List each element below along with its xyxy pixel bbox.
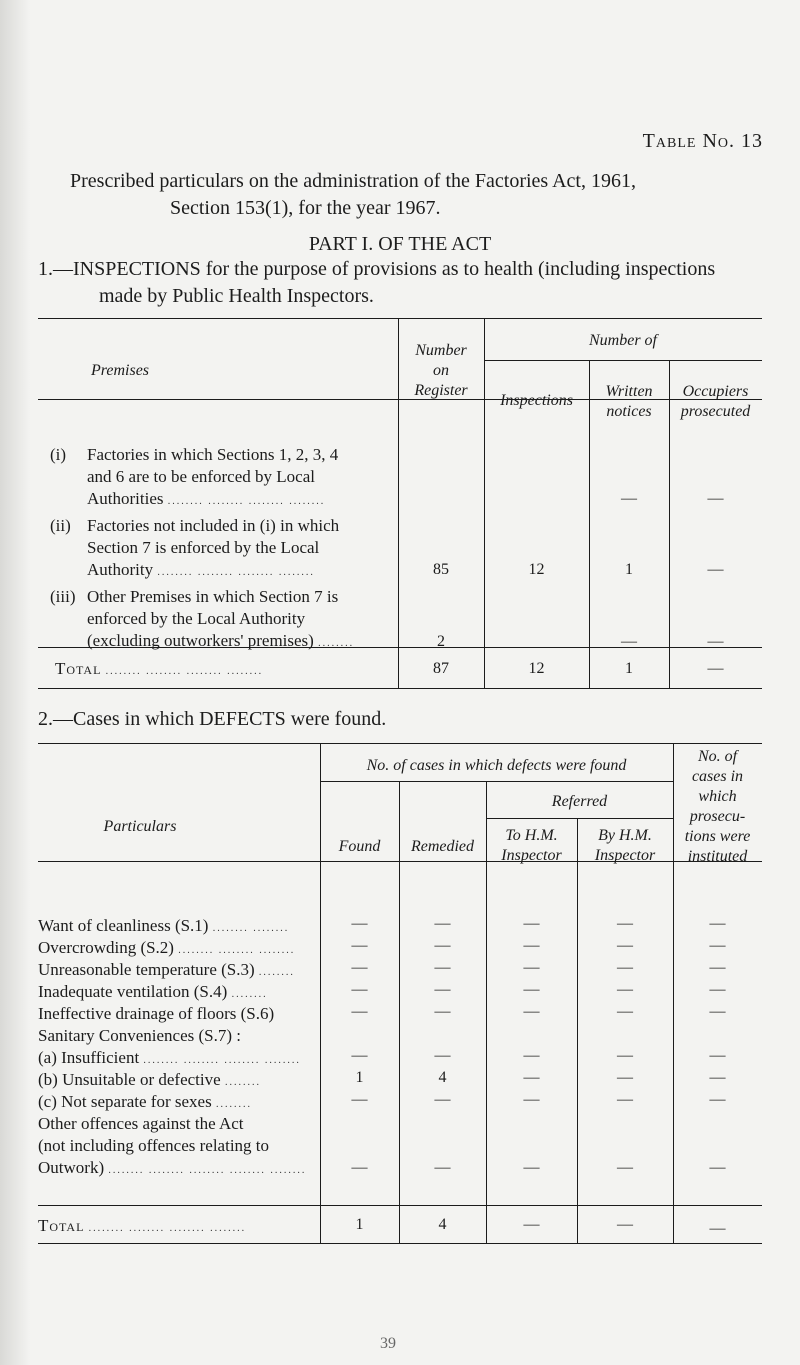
cases-found-group-header: No. of cases in which defects were found [366,757,627,774]
found-value: — [351,981,368,998]
leader-dots: ........ [318,638,355,649]
by-hm-value: — [617,1047,633,1064]
title-line-1: Prescribed particulars on the administration of the Factories Act, 1961, [70,170,636,192]
total-to-hm-value: — [523,1216,540,1233]
found-value: — [351,1003,368,1020]
written-header-1: Written [605,383,653,400]
row-number: (iii) [50,587,76,606]
total-written-value: 1 [625,660,633,677]
row-label: Ineffective drainage of floors (S.6) [38,1004,275,1023]
prosecutions-value: — [709,1069,726,1086]
found-value: — [351,937,368,954]
leader-dots: ........ ........ ........ ........ [88,1223,247,1234]
prosecutions-value: — [709,1047,726,1064]
remedied-value: 4 [438,1069,447,1086]
prosecutions-value: — [709,1091,726,1108]
register-header-1: Number [415,342,467,359]
page-edge-shadow [0,0,30,1365]
prosecutions-header-4: prosecu- [689,808,746,825]
row-label: Other offences against the Act [38,1114,244,1133]
part-heading: PART I. OF THE ACT [308,233,492,255]
row-label: Want of cleanliness (S.1) [38,916,209,935]
to-hm-value: — [523,1003,540,1020]
to-hm-value: — [523,915,540,932]
table2-group-rule [320,781,673,782]
to-hm-value: — [523,1047,540,1064]
by-hm-value: — [617,1003,633,1020]
register-value: 2 [437,633,445,650]
particulars-header: Particulars [103,818,177,835]
found-value: — [351,959,368,976]
remedied-header: Remedied [410,838,475,855]
total-label: Total [38,1216,85,1235]
remedied-value: — [434,1159,451,1176]
to-hm-value: — [523,981,540,998]
to-hm-header-2: Inspector [501,847,562,864]
row-label-line-2: Section 7 is enforced by the Local [87,538,320,557]
row-number: (i) [50,445,67,464]
prosecutions-value: — [709,959,726,976]
remedied-value: — [434,937,451,954]
row-label: (b) Unsuitable or defective [38,1070,221,1089]
row-label: Inadequate ventilation (S.4) [38,982,228,1001]
by-hm-value: — [617,981,633,998]
to-hm-value: — [523,1069,540,1086]
total-label-wrap [38,1215,246,1240]
total-found-value: 1 [355,1216,364,1233]
written-notices-value: — [621,490,637,507]
table1-bottom-rule [38,688,762,689]
table1-number-of-rule [484,360,762,361]
leader-dots: ........ ........ ........ ........ [143,1055,301,1066]
by-hm-value: — [617,915,633,932]
remedied-value: — [434,1047,451,1064]
found-value: — [351,1159,368,1176]
to-hm-value: — [523,959,540,976]
total-by-hm-value: — [617,1216,633,1233]
row-label: (c) Not separate for sexes [38,1092,212,1111]
prosecutions-header-6: instituted [687,848,748,865]
prosecuted-value: — [707,633,724,650]
prosecutions-header-5: tions were [684,828,751,845]
table2-bottom-rule [38,1243,762,1244]
inspections-header: Inspections [500,392,573,409]
written-header-2: notices [606,403,652,420]
written-notices-value: 1 [625,561,633,578]
found-value: — [351,1047,368,1064]
total-prosecutions-value: — [709,1220,726,1237]
leader-dots: ........ [224,1077,261,1088]
section-1-line-1: 1.—INSPECTIONS for the purpose of provisions as to health (including inspections [38,258,716,280]
prosecutions-header-1: No. of [697,748,738,765]
row-label: Sanitary Conveniences (S.7) : [38,1026,242,1045]
row-label: Outwork) [38,1158,105,1177]
prosecutions-value: — [709,915,726,932]
row-label: Overcrowding (S.2) [38,938,174,957]
document-title [70,168,770,222]
occupiers-header-1: Occupiers [682,383,749,400]
row-label-line-3 [87,559,315,584]
title-line-2: Section 153(1), for the year 1967. [170,197,441,219]
by-hm-value: — [617,937,633,954]
leader-dots: ........ ........ ........ ........ [157,567,315,578]
referred-header: Referred [551,793,608,810]
row-label-line-2: and 6 are to be enforced by Local [87,467,315,486]
by-hm-value: — [617,1159,633,1176]
leader-dots: ........ ........ ........ ........ ........ [108,1165,307,1176]
total-remedied-value: 4 [438,1216,447,1233]
register-value: 85 [433,561,449,578]
prosecutions-header-2: cases in [691,768,744,785]
by-hm-header-1: By H.M. [598,827,652,844]
leader-dots: ........ [258,967,295,978]
leader-dots: ........ ........ ........ ........ [167,496,326,507]
found-value: — [351,915,368,932]
remedied-value: — [434,1003,451,1020]
row-label-line-3 [87,488,325,513]
row-label-line-3 [87,630,354,655]
row-label: Unreasonable temperature (S.3) [38,960,255,979]
to-hm-value: — [523,937,540,954]
section-1-heading [38,256,778,310]
by-hm-value: — [617,1091,633,1108]
prosecutions-value: — [709,937,726,954]
remedied-value: — [434,981,451,998]
row-label-line-1: Other Premises in which Section 7 is [87,587,339,606]
leader-dots: ........ [231,989,268,1000]
prosecuted-value: — [707,561,724,578]
row-label-text: Authorities [87,489,164,508]
section-2-heading: 2.—Cases in which DEFECTS were found. [38,708,387,730]
premises-header: Premises [90,362,150,379]
found-value: 1 [355,1069,364,1086]
prosecuted-value: — [707,490,724,507]
table2-total-top-rule [38,1205,762,1206]
register-header-3: Register [414,382,468,399]
remedied-value: — [434,1091,451,1108]
prosecutions-value: — [709,1159,726,1176]
to-hm-value: — [523,1091,540,1108]
prosecutions-header-3: which [698,788,737,805]
prosecutions-value: — [709,1003,726,1020]
remedied-value: — [434,959,451,976]
leader-dots: ........ ........ ........ ........ [105,666,264,677]
inspections-value: 12 [528,561,545,578]
leader-dots: ........ ........ [212,923,290,934]
table2-top-rule [38,743,762,744]
total-inspections-value: 12 [528,660,545,677]
to-hm-header-1: To H.M. [505,827,558,844]
section-1-line-2: made by Public Health Inspectors. [99,285,374,307]
total-label-wrap [55,658,263,683]
remedied-value: — [434,915,451,932]
row-label: (a) Insufficient [38,1048,140,1067]
row-label-wrap [38,1157,306,1182]
by-hm-value: — [617,1069,633,1086]
occupiers-header-2: prosecuted [680,403,751,420]
table-number: Table No. 13 [642,130,763,152]
row-label-text: Authority [87,560,154,579]
table1-top-rule [38,318,762,319]
by-hm-header-2: Inspector [594,847,656,864]
total-register-value: 87 [433,660,449,677]
total-label: Total [55,659,102,678]
row-label-text: (excluding outworkers' premises) [87,631,314,650]
prosecutions-value: — [709,981,726,998]
table2-col-divider-4 [577,818,578,1243]
table2-referred-rule [486,818,673,819]
table1-col-divider-2 [484,318,485,688]
leader-dots: ........ [215,1099,252,1110]
row-label-line-1: Factories in which Sections 1, 2, 3, 4 [87,445,339,464]
page-number: 39 [380,1335,396,1352]
total-prosecuted-value: — [707,660,724,677]
row-label-line-2: enforced by the Local Authority [87,609,306,628]
by-hm-value: — [617,959,633,976]
row-label-line-1: Factories not included in (i) in which [87,516,340,535]
leader-dots: ........ ........ ........ [178,945,296,956]
written-notices-value: — [621,633,637,650]
register-header-2: on [433,362,449,379]
row-number: (ii) [50,516,71,535]
row-label: (not including offences relating to [38,1136,270,1155]
to-hm-value: — [523,1159,540,1176]
number-of-header: Number of [589,332,657,349]
found-header: Found [338,838,381,855]
found-value: — [351,1091,368,1108]
